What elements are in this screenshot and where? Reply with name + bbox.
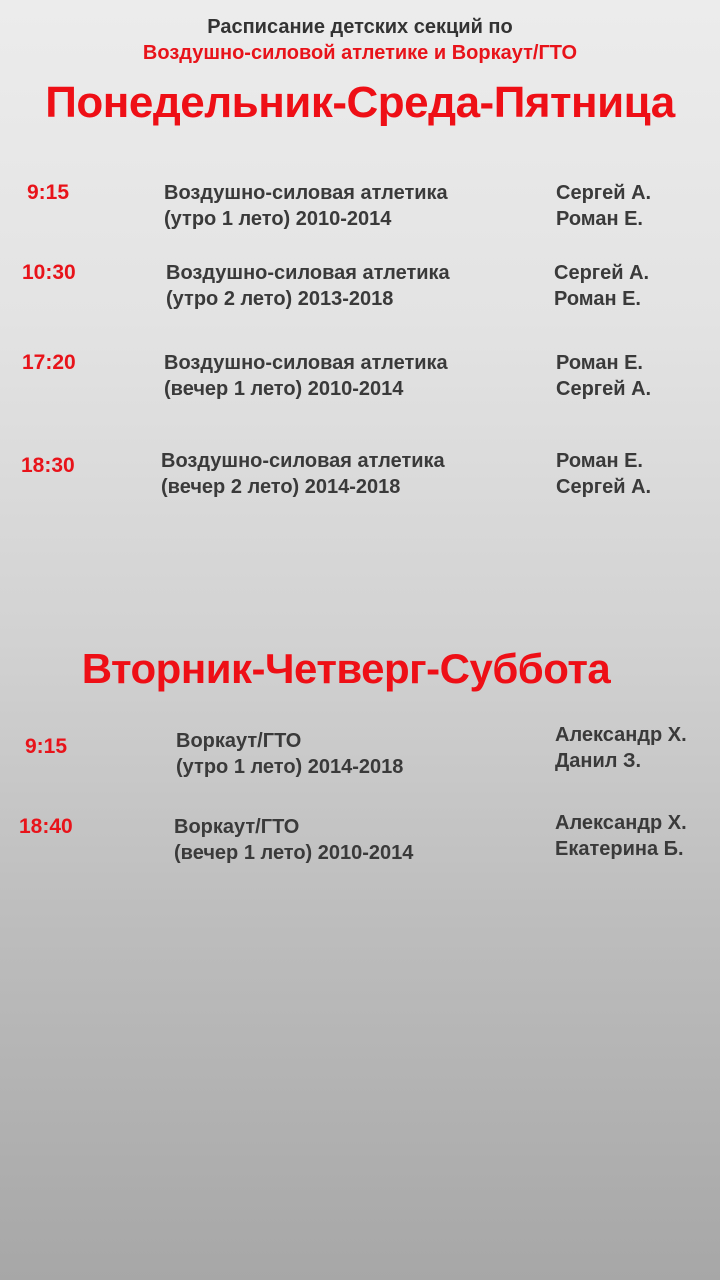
class-details: (вечер 2 лето) 2014-2018 bbox=[161, 476, 401, 498]
class-details: (утро 2 лето) 2013-2018 bbox=[166, 288, 394, 310]
coach-name: Данил З. bbox=[555, 750, 642, 772]
coach-name: Екатерина Б. bbox=[555, 838, 684, 860]
coach-name: Роман Е. bbox=[556, 208, 643, 230]
row-time: 9:15 bbox=[27, 181, 70, 204]
header-line-1: Расписание детских секций по bbox=[207, 16, 513, 38]
row-class bbox=[164, 180, 448, 232]
row-class bbox=[176, 728, 403, 780]
day-group-title-mon-wed-fri: Понедельник-Среда-Пятница bbox=[45, 78, 675, 127]
row-coaches bbox=[556, 180, 651, 232]
class-details: (вечер 1 лето) 2010-2014 bbox=[164, 378, 404, 400]
coach-name: Сергей А. bbox=[556, 182, 652, 204]
schedule-row bbox=[0, 180, 720, 236]
schedule-row bbox=[0, 448, 720, 504]
row-class bbox=[161, 448, 445, 500]
class-name: Воздушно-силовая атлетика bbox=[164, 352, 448, 374]
coach-name: Роман Е. bbox=[554, 288, 641, 310]
row-class bbox=[164, 350, 448, 402]
day-group-title-tue-thu-sat: Вторник-Четверг-Суббота bbox=[81, 645, 611, 692]
row-coaches bbox=[556, 448, 651, 500]
schedule-header bbox=[0, 14, 720, 66]
row-time: 18:30 bbox=[21, 454, 75, 477]
row-coaches bbox=[555, 810, 687, 862]
class-details: (вечер 1 лето) 2010-2014 bbox=[174, 842, 414, 864]
class-details: (утро 1 лето) 2010-2014 bbox=[164, 208, 392, 230]
header-line-2: Воздушно-силовой атлетике и Воркаут/ГТО bbox=[142, 42, 578, 64]
coach-name: Александр Х. bbox=[555, 724, 687, 746]
row-coaches bbox=[554, 260, 649, 312]
schedule-row bbox=[0, 722, 720, 778]
row-class bbox=[174, 814, 413, 866]
row-time: 9:15 bbox=[25, 735, 68, 758]
row-time: 18:40 bbox=[19, 815, 73, 838]
row-time: 17:20 bbox=[22, 351, 76, 374]
row-coaches bbox=[555, 722, 687, 774]
schedule-row bbox=[0, 350, 720, 406]
row-class bbox=[166, 260, 450, 312]
coach-name: Сергей А. bbox=[554, 262, 650, 284]
coach-name: Сергей А. bbox=[556, 378, 652, 400]
class-details: (утро 1 лето) 2014-2018 bbox=[176, 756, 404, 778]
class-name: Воздушно-силовая атлетика bbox=[166, 262, 450, 284]
class-name: Воздушно-силовая атлетика bbox=[161, 450, 445, 472]
class-name: Воркаут/ГТО bbox=[176, 730, 302, 752]
row-time: 10:30 bbox=[22, 261, 76, 284]
coach-name: Роман Е. bbox=[556, 352, 643, 374]
class-name: Воздушно-силовая атлетика bbox=[164, 182, 448, 204]
coach-name: Александр Х. bbox=[555, 812, 687, 834]
schedule-row bbox=[0, 810, 720, 866]
class-name: Воркаут/ГТО bbox=[174, 816, 300, 838]
schedule-row bbox=[0, 260, 720, 316]
row-coaches bbox=[556, 350, 651, 402]
coach-name: Роман Е. bbox=[556, 450, 643, 472]
coach-name: Сергей А. bbox=[556, 476, 652, 498]
